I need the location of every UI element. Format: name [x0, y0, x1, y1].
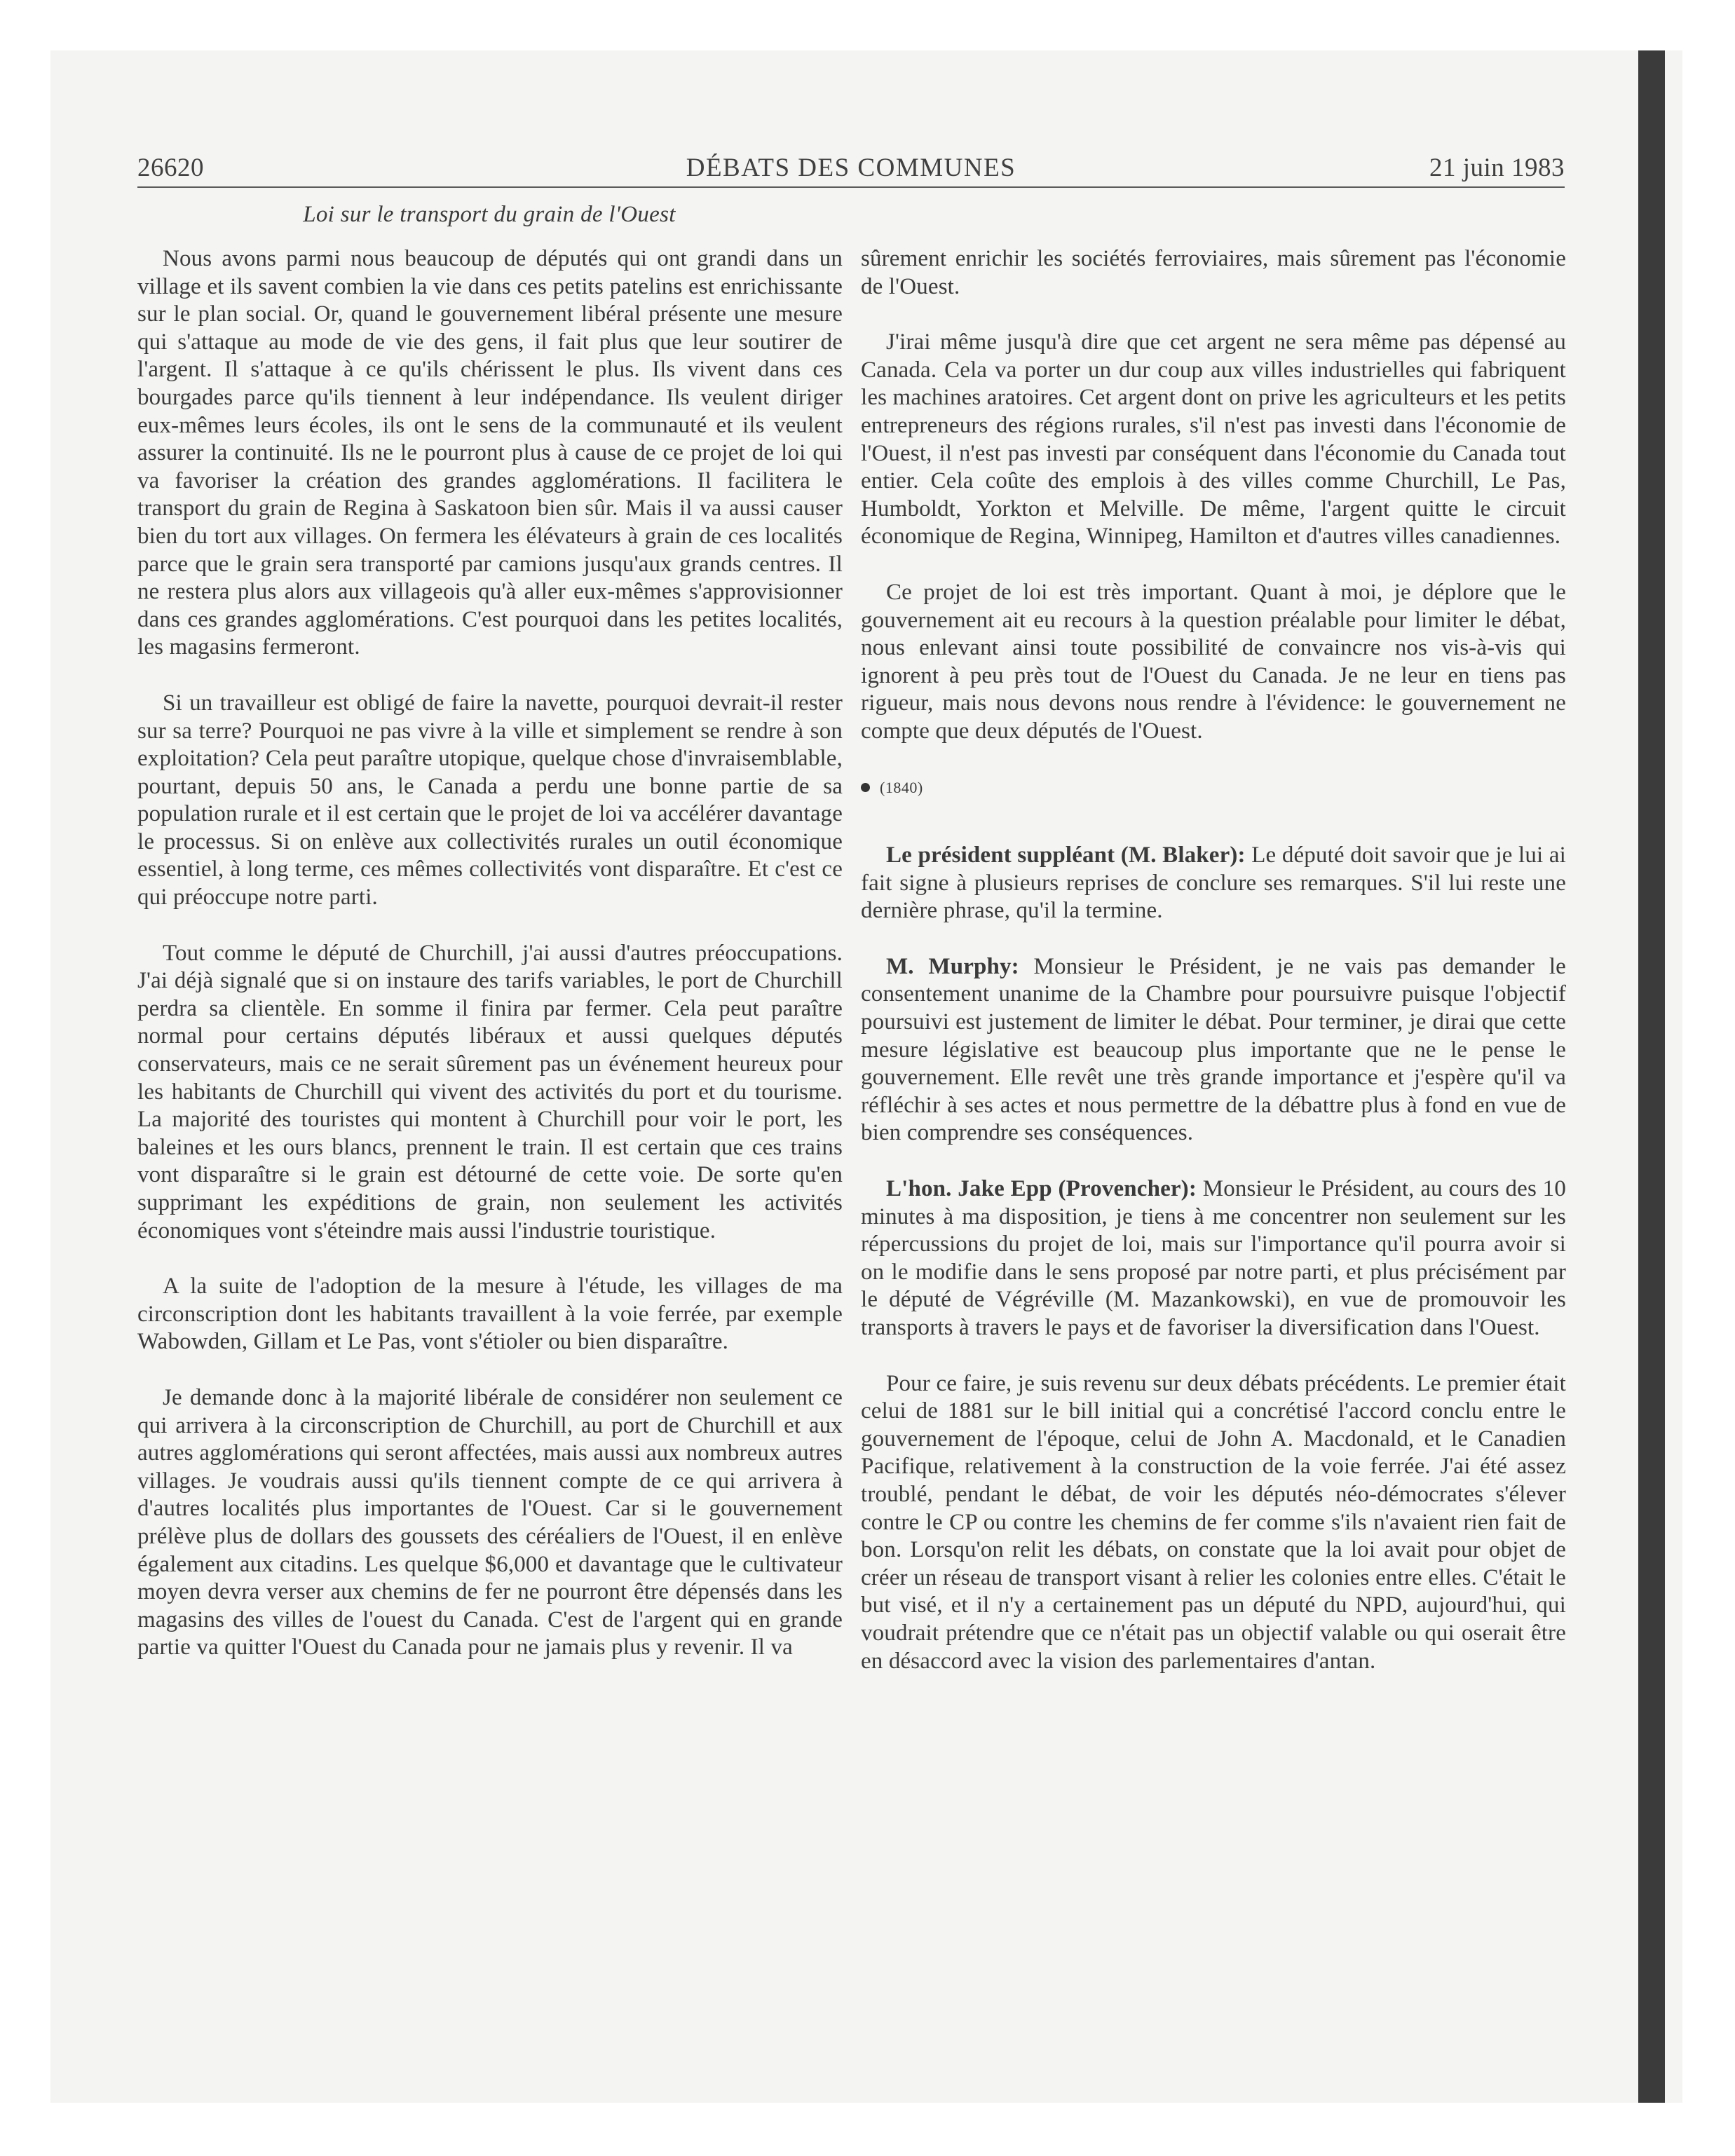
- speech-text: Le député doit savoir que je lui ai fait signe à plusieurs reprises de conclure ses remarques. S'il lui reste une dernière phrase, qu'il la termine.: [861, 842, 1566, 924]
- paragraph: Je demande donc à la majorité libérale de considérer non seulement ce qui arrivera à la circonscription de Churchill, au port de Churchill et aux autres agglomérations qui seront affectées, mais aussi aux nombreux autres villages. Je voudrais aussi qu'ils tiennent compte de ce qui arrivera à d'autres localités plus importantes de l'Ouest. Car si le gouvernement prélève plus de dollars des goussets des céréaliers de l'Ouest, il en enlève également aux citadins. Les quelque $6,000 et davantage que le cultivateur moyen devra verser aux chemins de fer ne pourront être dépensés dans les magasins des villes de l'ouest du Canada. C'est de l'argent qui en grande partie va quitter l'Ouest du Canada pour ne jamais plus y revenir. Il va: [137, 1384, 843, 1660]
- paragraph: J'irai même jusqu'à dire que cet argent ne sera même pas dépensé au Canada. Cela va porter un dur coup aux villes industrielles qui fabriquent les machines aratoires. Cet argent dont on prive les agriculteurs et les petits entrepreneurs des régions rurales, s'il n'est pas investi dans l'économie de l'Ouest, il n'est pas investi par conséquent dans l'économie du Canada tout entier. Cela coûte des emplois à des villes comme Churchill, Le Pas, Humboldt, Yorkton et Melville. De même, l'argent quitte le circuit économique de Regina, Winnipeg, Hamilton et d'autres villes canadiennes.: [861, 329, 1566, 550]
- paragraph: Pour ce faire, je suis revenu sur deux débats précédents. Le premier était celui de 1881 sur le bill initial qui a concrétisé l'accord conclu entre le gouvernement de l'époque, celui de John A. Macdonald, et le Canadien Pacifique, relativement à la construction de la voie ferrée. J'ai été assez troublé, pendant le débat, de voir les députés néo-démocrates s'élever contre le CP ou contre les chemins de fer comme s'ils n'avaient rien fait de bon. Lorsqu'on relit les débats, on constate que la loi avait pour objet de créer un réseau de transport visant à relier les colonies entre elles. C'était le but visé, et il n'y a certainement pas un député du NPD, aujourd'hui, qui voudrait prétendre que ce n'était pas un objectif valable ou qui oserait être en désaccord avec la vision des parlementaires d'antan.: [861, 1370, 1566, 1674]
- journal-title: DÉBATS DES COMMUNES: [686, 153, 1016, 182]
- paragraph: Si un travailleur est obligé de faire la navette, pourquoi devrait-il rester sur sa terre? Pourquoi ne pas vivre à la ville et simplement se rendre à son exploitation? Cela peut paraître utopique, quelque chose d'invraisemblable, pourtant, depuis 50 ans, le Canada a perdu une bonne partie de sa population rurale et il est certain que le projet de loi va accélérer davantage le processus. Si on enlève aux collectivités rurales un outil économique essentiel, à long terme, ces mêmes collectivités vont disparaître. Et c'est ce qui préoccupe notre parti.: [137, 690, 843, 910]
- paragraph: A la suite de l'adoption de la mesure à l'étude, les villages de ma circonscription dont les habitants travaillent à la voie ferrée, par exemple Wabowden, Gillam et Le Pas, vont s'étioler ou bien disparaître.: [137, 1274, 843, 1355]
- time-marker-text: (1840): [880, 778, 923, 796]
- speaker-name: M. Murphy:: [886, 953, 1019, 979]
- speech: [861, 953, 1566, 1147]
- section-title: Loi sur le transport du grain de l'Ouest: [303, 202, 676, 227]
- paragraph: Nous avons parmi nous beaucoup de députés qui ont grandi dans un village et ils savent combien la vie dans ces petits patelins est enrichissante sur le plan social. Or, quand le gouvernement libéral présente une mesure qui s'attaque au mode de vie des gens, il fait plus que leur soutirer de l'argent. Il s'attaque à ce qu'ils chérissent le plus. Ils vivent dans ces bourgades parce qu'ils tiennent à leur indépendance. Ils veulent diriger eux-mêmes leurs écoles, ils ont le sens de la communauté et ils veulent assurer la continuité. Ils ne le pourront plus à cause de ce projet de loi qui va favoriser la création des grandes agglomérations. Il facilitera le transport du grain de Regina à Saskatoon bien sûr. Mais il va aussi causer bien du tort aux villages. On fermera les élévateurs à grain de ces localités parce que le grain sera transporté par camions jusqu'aux grands centres. Il ne restera plus alors aux villageois qu'à aller eux-mêmes s'approvisionner dans ces grandes agglomérations. C'est pourquoi dans les petites localités, les magasins fermeront.: [137, 246, 843, 660]
- left-column: [137, 245, 843, 1690]
- speaker-name: L'hon. Jake Epp (Provencher):: [886, 1176, 1197, 1202]
- scan-edge-bar: [1638, 50, 1665, 2103]
- speech-text: Monsieur le Président, au cours des 10 minutes à ma disposition, je tiens à me concentrer non seulement sur les répercussions du projet de loi, mais sur l'importance qu'il pourra avoir si on le modifie dans le sens proposé par notre parti, et plus précisément par le député de Végréville (M. Mazankowski), en vue de promouvoir les transports à travers le pays et de favoriser la diversification dans l'Ouest.: [861, 1176, 1566, 1340]
- speaker-name: Le président suppléant (M. Blaker):: [886, 842, 1246, 868]
- page-date: 21 juin 1983: [1429, 153, 1565, 182]
- speech: [861, 842, 1566, 925]
- bullet-icon: [861, 783, 870, 792]
- paragraph-continuation: sûrement enrichir les sociétés ferroviaires, mais sûrement pas l'économie de l'Ouest.: [861, 246, 1566, 299]
- header-rule: [137, 186, 1565, 188]
- speech-text: Monsieur le Président, je ne vais pas demander le consentement unanime de la Chambre pour poursuivre puisque l'objectif poursuivi est justement de limiter le débat. Pour terminer, je dirai que cette mesure législative est beaucoup plus importante que ne le pense le gouvernement. Elle revêt une très grande importance et j'espère qu'il va réfléchir à ses actes et nous permettre de la débattre plus à fond en vue de bien comprendre ses conséquences.: [861, 953, 1566, 1146]
- right-column: [861, 245, 1566, 1703]
- speech: [861, 1175, 1566, 1342]
- paragraph: Tout comme le député de Churchill, j'ai aussi d'autres préoccupations. J'ai déjà signalé que si on instaure des tarifs variables, le port de Churchill perdra sa clientèle. En somme il finira par fermer. Cela peut paraître normal pour certains députés libéraux et aussi quelques députés conservateurs, mais ce ne serait sûrement pas un événement heureux pour les habitants de Churchill qui vivent des activités du port et du tourisme. La majorité des touristes qui montent à Churchill pour voir le port, les baleines et les ours blancs, prennent le train. Il est certain que ces trains vont disparaître si le grain est détourné de cette voie. De sorte qu'en supprimant les expéditions de grain, non seulement les activités économiques vont s'éteindre mais aussi l'industrie touristique.: [137, 940, 843, 1243]
- paragraph: Ce projet de loi est très important. Quant à moi, je déplore que le gouvernement ait eu recours à la question préalable pour limiter le débat, nous enlevant ainsi toute possibilité de convaincre nos vis-à-vis qui ignorent à peu près tout de l'Ouest du Canada. Je ne leur en tiens pas rigueur, mais nous devons nous rendre à l'évidence: le gouvernement ne compte que deux députés de l'Ouest.: [861, 579, 1566, 744]
- time-marker: [861, 774, 1566, 802]
- page-header: [137, 149, 1565, 188]
- page-number: 26620: [137, 153, 204, 182]
